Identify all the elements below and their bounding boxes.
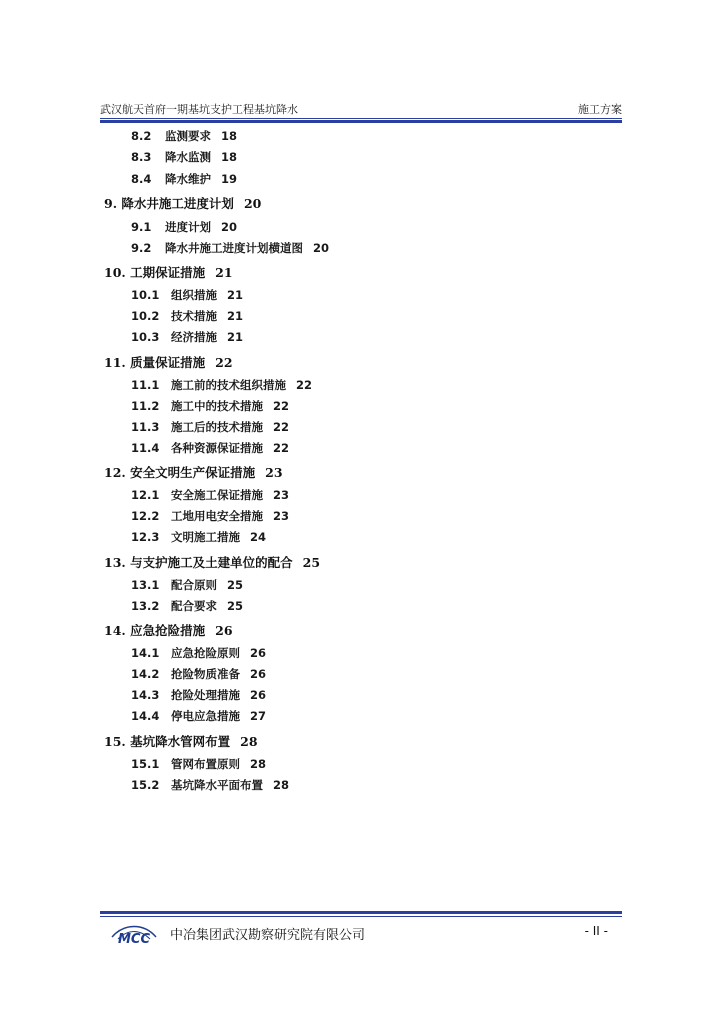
toc-section-entry[interactable] [104, 355, 233, 371]
toc-number: 9. [104, 196, 118, 211]
toc-page-number: 23 [273, 488, 290, 502]
toc-title: 基坑降水平面布置 [171, 778, 263, 792]
header-title: 武汉航天首府一期基坑支护工程基坑降水 [100, 103, 298, 116]
toc-subsection-entry[interactable] [131, 777, 289, 793]
toc-page-number: 22 [296, 378, 313, 392]
toc-title: 降水监测 [165, 150, 211, 164]
toc-title: 配合原则 [171, 578, 217, 592]
toc-number: 14.2 [131, 667, 160, 681]
toc-title: 管网布置原则 [171, 757, 240, 771]
toc-page-number: 23 [265, 465, 283, 480]
toc-number: 12.1 [131, 488, 160, 502]
toc-title: 文明施工措施 [171, 530, 240, 544]
toc-title: 抢险物质准备 [171, 667, 240, 681]
company-name: 中冶集团武汉勘察研究院有限公司 [170, 928, 366, 943]
toc-section-entry[interactable] [104, 465, 283, 481]
logo-text: MCC [117, 932, 151, 947]
toc-subsection-entry[interactable] [131, 440, 289, 456]
toc-subsection-entry[interactable] [131, 756, 266, 772]
toc-title: 组织措施 [171, 288, 217, 302]
toc-title: 进度计划 [165, 220, 211, 234]
toc-page-number: 22 [273, 399, 290, 413]
toc-page-number: 20 [313, 241, 330, 255]
toc-number: 8.2 [131, 129, 152, 143]
toc-title: 施工中的技术措施 [171, 399, 263, 413]
toc-title: 应急抢险原则 [171, 646, 240, 660]
toc-number: 11.3 [131, 420, 160, 434]
toc-number: 13. [104, 555, 126, 570]
toc-number: 14.3 [131, 688, 160, 702]
toc-title: 降水井施工进度计划 [121, 196, 234, 211]
toc-page-number: 21 [227, 330, 244, 344]
toc-page-number: 28 [273, 778, 290, 792]
toc-number: 11.4 [131, 441, 160, 455]
toc-page-number: 18 [221, 129, 238, 143]
toc-subsection-entry[interactable] [131, 708, 266, 724]
toc-section-entry[interactable] [104, 734, 258, 750]
toc-subsection-entry[interactable] [131, 398, 289, 414]
toc-number: 12.2 [131, 509, 160, 523]
toc-subsection-entry[interactable] [131, 645, 266, 661]
toc-number: 13.2 [131, 599, 160, 613]
toc-page-number: 22 [273, 441, 290, 455]
toc-page-number: 20 [243, 196, 262, 211]
toc-page-number: 21 [215, 265, 233, 280]
toc-title: 工期保证措施 [130, 265, 206, 280]
toc-title: 配合要求 [171, 599, 217, 613]
toc-title: 质量保证措施 [130, 355, 206, 370]
toc-number: 15. [104, 734, 126, 749]
toc-number: 10. [104, 265, 126, 280]
toc-subsection-entry[interactable] [131, 149, 237, 165]
toc-page-number: 26 [215, 623, 233, 638]
toc-page-number: 25 [227, 599, 244, 613]
toc-title: 技术措施 [171, 309, 217, 323]
toc-number: 15.1 [131, 757, 160, 771]
toc-number: 14. [104, 623, 126, 638]
toc-number: 10.2 [131, 309, 160, 323]
toc-page-number: 25 [302, 555, 321, 570]
toc-page-number: 23 [273, 509, 290, 523]
toc-title: 施工前的技术组织措施 [171, 378, 286, 392]
toc-subsection-entry[interactable] [131, 529, 266, 545]
toc-number: 9.1 [131, 220, 152, 234]
toc-subsection-entry[interactable] [131, 128, 237, 144]
toc-page-number: 28 [250, 757, 267, 771]
toc-subsection-entry[interactable] [131, 598, 243, 614]
toc-subsection-entry[interactable] [131, 666, 266, 682]
toc-page-number: 19 [221, 172, 238, 186]
toc-number: 12.3 [131, 530, 160, 544]
toc-number: 11.2 [131, 399, 160, 413]
toc-subsection-entry[interactable] [131, 377, 312, 393]
toc-number: 8.3 [131, 150, 152, 164]
toc-section-entry[interactable] [104, 555, 320, 571]
toc-subsection-entry[interactable] [131, 240, 329, 256]
toc-title: 各种资源保证措施 [171, 441, 263, 455]
toc-page-number: 18 [221, 150, 238, 164]
toc-title: 经济措施 [171, 330, 217, 344]
toc-number: 12. [104, 465, 126, 480]
toc-subsection-entry[interactable] [131, 329, 243, 345]
toc-page-number: 22 [215, 355, 233, 370]
toc-number: 10.3 [131, 330, 160, 344]
toc-number: 15.2 [131, 778, 160, 792]
toc-page-number: 26 [250, 688, 267, 702]
toc-title: 停电应急措施 [171, 709, 240, 723]
toc-section-entry[interactable] [104, 196, 261, 212]
header-doc-type: 施工方案 [578, 103, 622, 116]
toc-title: 基坑降水管网布置 [130, 734, 231, 749]
toc-page-number: 26 [250, 667, 267, 681]
toc-title: 施工后的技术措施 [171, 420, 263, 434]
toc-title: 应急抢险措施 [130, 623, 206, 638]
toc-number: 10.1 [131, 288, 160, 302]
toc-number: 13.1 [131, 578, 160, 592]
toc-subsection-entry[interactable] [131, 308, 243, 324]
toc-page-number: 20 [221, 220, 238, 234]
toc-subsection-entry[interactable] [131, 487, 289, 503]
toc-title: 抢险处理措施 [171, 688, 240, 702]
toc-subsection-entry[interactable] [131, 287, 243, 303]
toc-subsection-entry[interactable] [131, 171, 237, 187]
toc-title: 与支护施工及土建单位的配合 [130, 555, 293, 570]
toc-number: 11. [104, 355, 126, 370]
mcc-logo-icon [108, 921, 160, 947]
toc-subsection-entry[interactable] [131, 577, 243, 593]
toc-number: 8.4 [131, 172, 152, 186]
toc-subsection-entry[interactable] [131, 419, 289, 435]
toc-subsection-entry[interactable] [131, 687, 266, 703]
page-footer [100, 911, 622, 951]
toc-title: 监测要求 [165, 129, 211, 143]
toc-page-number: 21 [227, 309, 244, 323]
toc-section-entry[interactable] [104, 265, 233, 281]
toc-page-number: 24 [250, 530, 267, 544]
toc-page-number: 27 [250, 709, 267, 723]
toc-page-number: 21 [227, 288, 244, 302]
toc-page-number: 26 [250, 646, 267, 660]
page-number: - II - [584, 924, 608, 938]
toc-section-entry[interactable] [104, 623, 233, 639]
toc-title: 安全施工保证措施 [171, 488, 263, 502]
toc-title: 降水维护 [165, 172, 211, 186]
toc-subsection-entry[interactable] [131, 219, 237, 235]
toc-title: 安全文明生产保证措施 [130, 465, 256, 480]
toc-title: 降水井施工进度计划横道图 [165, 241, 303, 255]
toc-number: 14.1 [131, 646, 160, 660]
toc-page-number: 25 [227, 578, 244, 592]
toc-page-number: 28 [240, 734, 258, 749]
toc-number: 9.2 [131, 241, 152, 255]
toc-number: 14.4 [131, 709, 160, 723]
toc-title: 工地用电安全措施 [171, 509, 263, 523]
toc-subsection-entry[interactable] [131, 508, 289, 524]
toc-page-number: 22 [273, 420, 290, 434]
toc-number: 11.1 [131, 378, 160, 392]
